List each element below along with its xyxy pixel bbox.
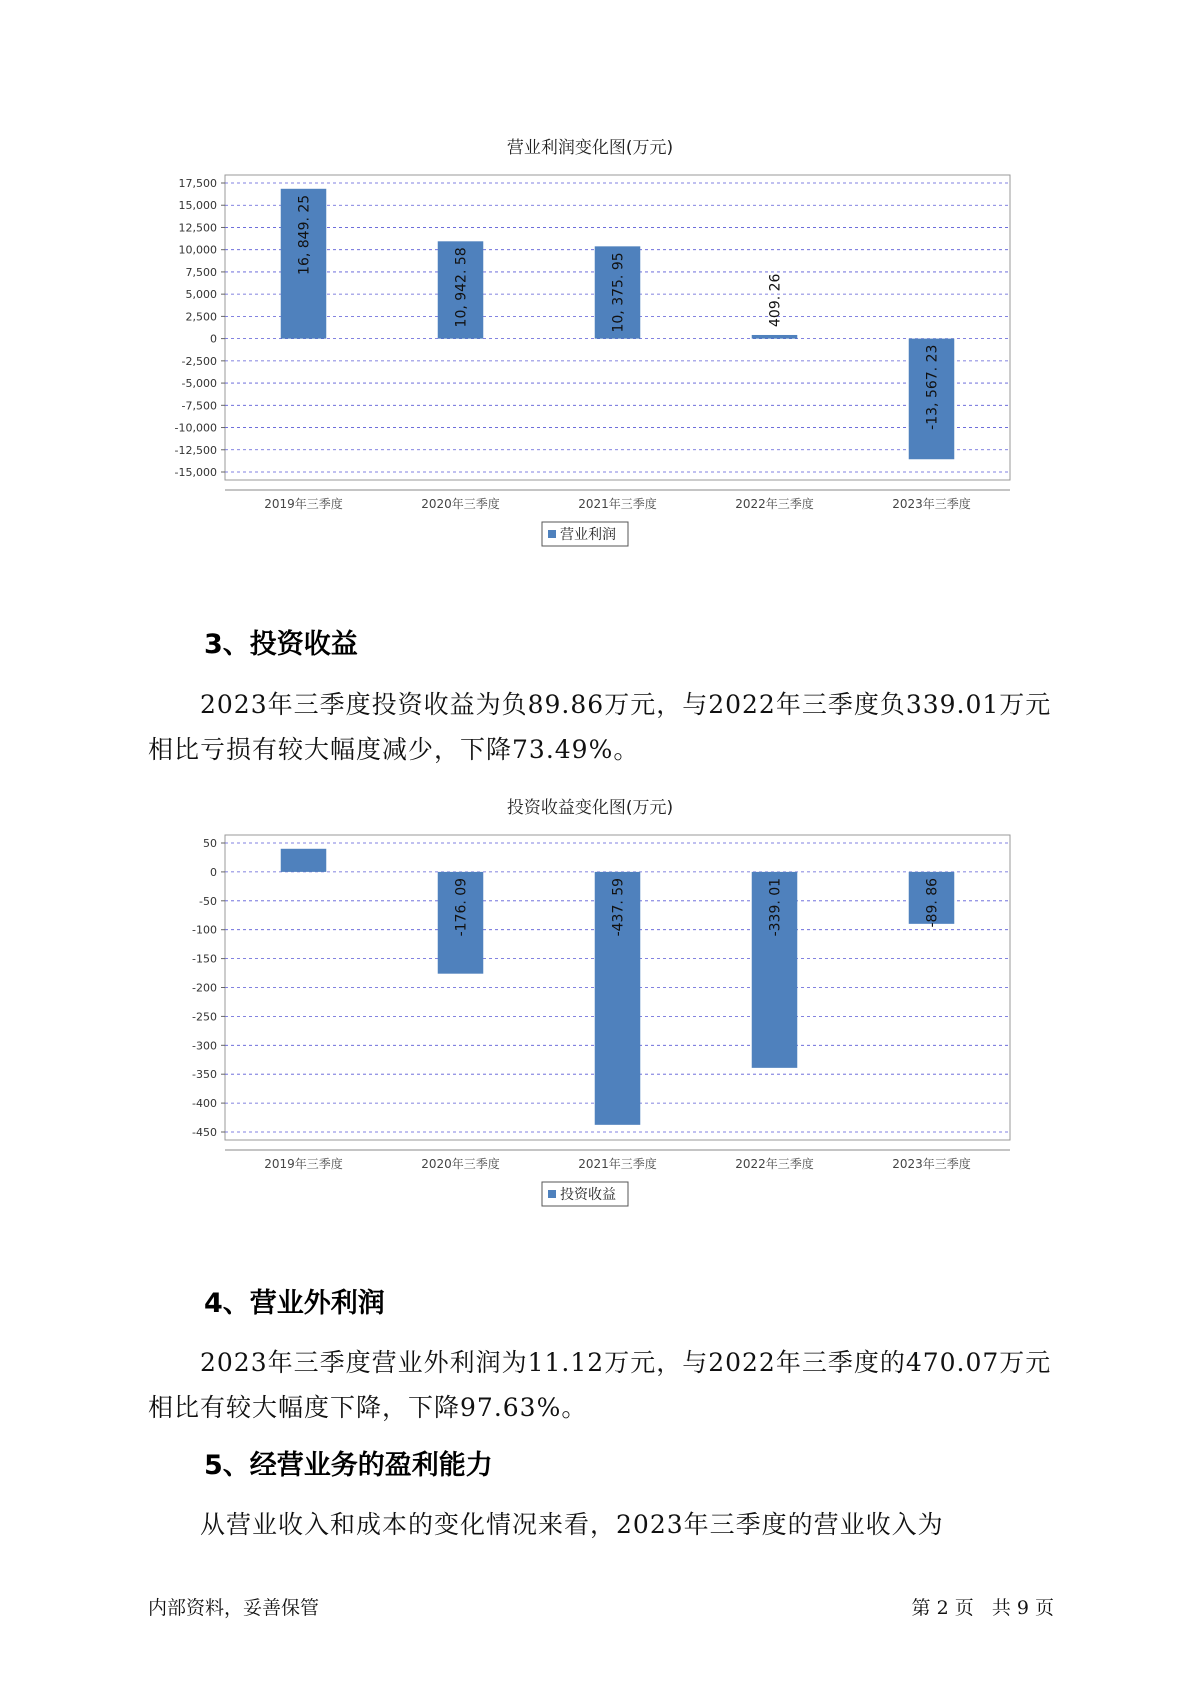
data-label: 10, 942. 58: [453, 247, 470, 328]
data-label: 409. 26: [767, 273, 784, 327]
y-tick-label: 0: [210, 332, 217, 346]
heading-non-operating-profit: 4、营业外利润: [204, 1288, 385, 1319]
investment-income-chart: [150, 795, 1030, 1255]
data-label: -89. 86: [924, 877, 941, 928]
y-tick-label: -200: [192, 981, 217, 995]
paragraph-profitability: 从营业收入和成本的变化情况来看，2023年三季度的营业收入为: [200, 1510, 944, 1539]
y-tick-label: -2,500: [181, 354, 217, 368]
legend-swatch: [548, 530, 556, 538]
data-label: -13, 567. 23: [924, 344, 941, 430]
chart-svg: [150, 795, 1030, 1255]
x-category-label: 2023年三季度: [892, 1157, 971, 1171]
x-category-label: 2022年三季度: [735, 1157, 814, 1171]
y-tick-label: 15,000: [178, 199, 217, 213]
data-label: -176. 09: [453, 877, 470, 937]
bar: [281, 849, 327, 872]
x-category-label: 2019年三季度: [264, 497, 343, 511]
x-category-label: 2021年三季度: [578, 1157, 657, 1171]
y-tick-label: 17,500: [178, 177, 217, 190]
y-tick-label: -10,000: [174, 421, 217, 435]
footer-page-number: 第 2 页 共 9 页: [911, 1597, 1054, 1619]
chart-title: 投资收益变化图(万元): [506, 798, 674, 818]
y-tick-label: 2,500: [185, 310, 217, 324]
footer-confidential-note: 内部资料，妥善保管: [148, 1597, 320, 1619]
y-tick-label: 0: [210, 865, 217, 879]
y-tick-label: -7,500: [181, 399, 217, 413]
chart-svg: [150, 135, 1030, 595]
y-tick-label: -15,000: [174, 466, 217, 479]
y-tick-label: -300: [192, 1039, 217, 1053]
x-category-label: 2023年三季度: [892, 497, 971, 511]
x-category-label: 2019年三季度: [264, 1157, 343, 1171]
data-label: -339. 01: [767, 877, 784, 937]
heading-profitability: 5、经营业务的盈利能力: [204, 1450, 493, 1481]
legend-label: 投资收益: [560, 1187, 616, 1203]
data-label: 10, 375. 95: [610, 252, 627, 333]
y-tick-label: 5,000: [185, 288, 217, 302]
y-tick-label: -5,000: [181, 377, 217, 391]
data-label: 16, 849. 25: [296, 194, 313, 275]
x-category-label: 2022年三季度: [735, 497, 814, 511]
y-tick-label: -350: [192, 1068, 217, 1082]
chart-title: 营业利润变化图(万元): [506, 138, 674, 158]
y-tick-label: -12,500: [174, 443, 217, 457]
x-category-label: 2021年三季度: [578, 497, 657, 511]
y-tick-label: 10,000: [178, 243, 217, 257]
paragraph-investment-income: 2023年三季度投资收益为负89.86万元，与2022年三季度负339.01万元相比亏损有较大幅度减少，下降73.49%。: [148, 690, 1052, 764]
data-label: -437. 59: [610, 877, 627, 937]
paragraph-non-operating-profit: 2023年三季度营业外利润为11.12万元，与2022年三季度的470.07万元相比有较大幅度下降，下降97.63%。: [148, 1348, 1052, 1422]
y-tick-label: -100: [192, 923, 217, 937]
heading-investment-income: 3、投资收益: [204, 629, 358, 660]
y-tick-label: -450: [192, 1126, 217, 1139]
y-tick-label: 7,500: [185, 265, 217, 279]
y-tick-label: -250: [192, 1010, 217, 1024]
y-tick-label: 12,500: [178, 221, 217, 235]
y-tick-label: -50: [199, 894, 217, 908]
y-tick-label: -150: [192, 952, 217, 966]
x-category-label: 2020年三季度: [421, 1157, 500, 1171]
operating-profit-chart: [150, 135, 1030, 595]
x-category-label: 2020年三季度: [421, 497, 500, 511]
legend-swatch: [548, 1190, 556, 1198]
y-tick-label: 50: [203, 837, 217, 850]
legend-label: 营业利润: [560, 527, 616, 543]
y-tick-label: -400: [192, 1097, 217, 1111]
bar: [752, 335, 798, 339]
